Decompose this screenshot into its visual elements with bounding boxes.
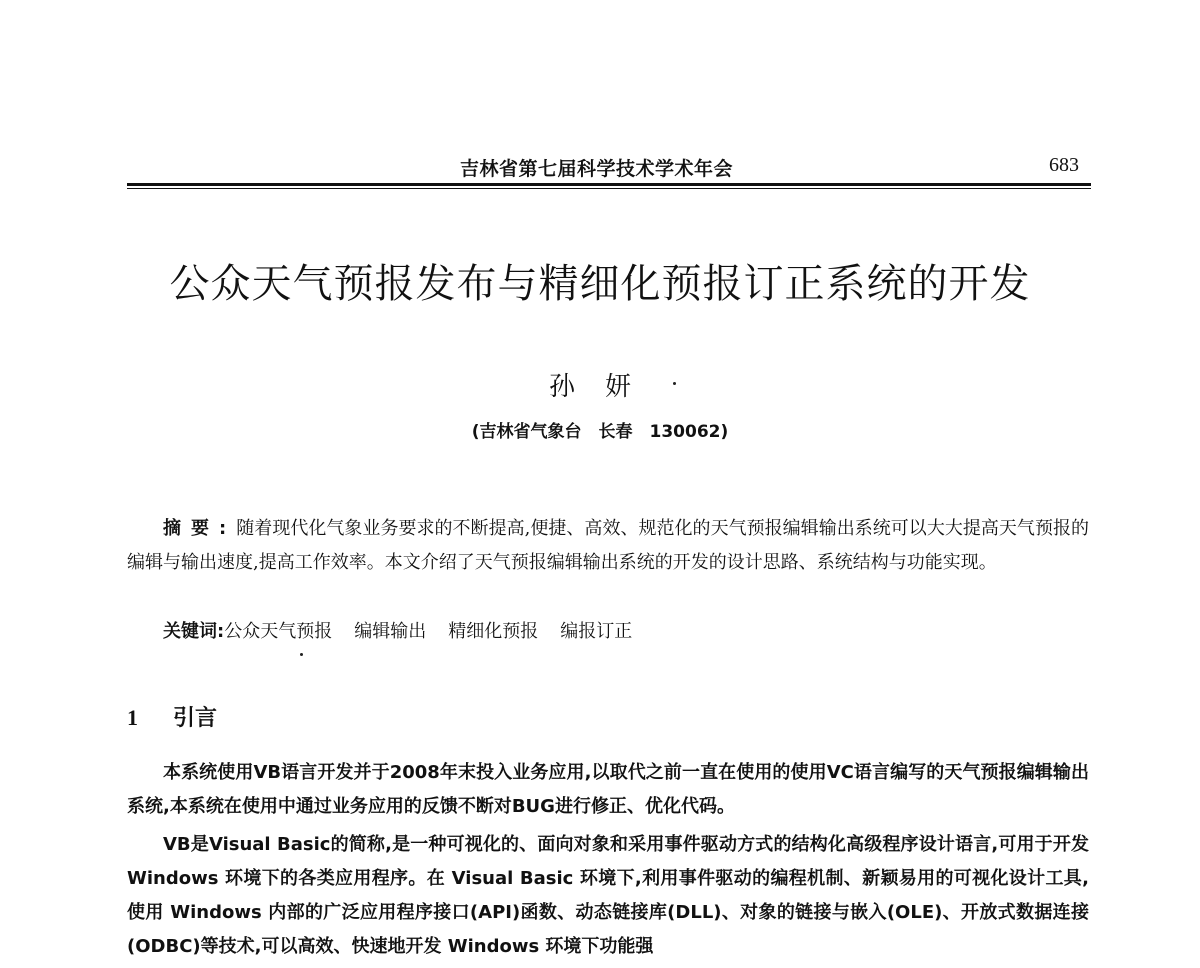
affiliation: (吉林省气象台 长春 130062) — [471, 422, 729, 442]
author-name: 孙妍 — [548, 372, 661, 402]
abstract-text: 随着现代化气象业务要求的不断提高,便捷、高效、规范化的天气预报编辑输出系统可以大大提高天气预报的编辑与输出速度,提高工作效率。本文介绍了天气预报编辑输出系统的开发的设计思路、系统结构与功能实现。 — [127, 518, 1090, 573]
body-paragraph: 本系统使用VB语言开发并于2008年末投入业务应用,以取代之前一直在使用的使用VC语言编写的天气预报编辑输出系统,本系统在使用中通过业务应用的反馈不断对BUG进行修正、优化代码。 — [127, 762, 1089, 817]
section-title: 引言 — [173, 706, 218, 731]
running-header — [127, 150, 1087, 184]
abstract — [127, 512, 1089, 580]
keyword-item: 公众天气预报 — [224, 621, 333, 642]
page-number: 683 — [1049, 154, 1079, 176]
header-rule-thick — [127, 183, 1091, 186]
keyword-item: 编辑输出 — [354, 621, 427, 642]
conference-name: 吉林省第七届科学技术学术年会 — [460, 158, 734, 180]
keyword-item: 编报订正 — [560, 621, 633, 642]
body-paragraph: VB是Visual Basic的简称,是一种可视化的、面向对象和采用事件驱动方式的结构化高级程序设计语言,可用于开发 Windows 环境下的各类应用程序。在 Visual Basic 环境下,利用事件驱动的编程机制、新颖易用的可视化设计工具,使用 Windows 内部的广泛应用程序接口(API)函数、动态链接库(DLL)、对象的链接与嵌入(OLE)、开放式数据连接(ODBC)等技术,可以高效、快速地开发 Windows 环境下功能强 — [127, 834, 1089, 957]
scan-speck — [673, 382, 676, 385]
keyword-item: 精细化预报 — [448, 621, 539, 642]
header-rule-thin — [127, 188, 1091, 189]
keywords — [163, 617, 1083, 647]
section-body — [127, 756, 1089, 968]
scan-speck — [300, 653, 303, 656]
keywords-label: 关键词: — [163, 621, 225, 642]
paper-title: 公众天气预报发布与精细化预报订正系统的开发 — [169, 261, 1031, 307]
section-heading — [127, 701, 217, 732]
section-number: 1 — [127, 705, 138, 730]
abstract-label: 摘要: — [163, 518, 237, 539]
